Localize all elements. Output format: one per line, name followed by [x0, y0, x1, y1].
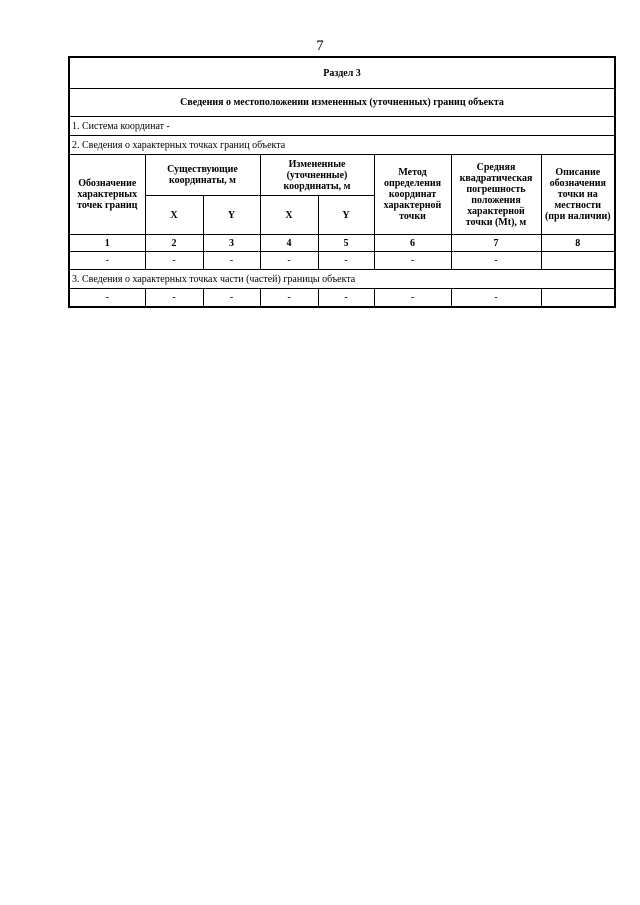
table-cell: - — [203, 289, 260, 308]
column-number: 4 — [260, 235, 318, 252]
table-cell: - — [145, 252, 203, 270]
column-number: 1 — [69, 235, 145, 252]
header-y-changed: Y — [318, 196, 374, 235]
header-designation: Обозначение характерных точек границ — [69, 155, 145, 235]
table-cell: - — [69, 252, 145, 270]
header-y-existing: Y — [203, 196, 260, 235]
table-cell: - — [260, 289, 318, 308]
section-subtitle: Сведения о местоположении измененных (уточненных) границ объекта — [69, 89, 615, 117]
table-cell: - — [318, 252, 374, 270]
section-title: Раздел 3 — [69, 57, 615, 89]
column-number: 2 — [145, 235, 203, 252]
table-cell — [541, 252, 615, 270]
points-info-line: 2. Сведения о характерных точках границ объекта — [69, 136, 615, 155]
table-row — [69, 252, 615, 270]
table-row — [69, 289, 615, 308]
parts-info-line: 3. Сведения о характерных точках части (частей) границы объекта — [69, 270, 615, 289]
column-number: 6 — [374, 235, 451, 252]
column-number: 3 — [203, 235, 260, 252]
header-x-existing: X — [145, 196, 203, 235]
column-number: 7 — [451, 235, 541, 252]
table-cell — [541, 289, 615, 308]
header-description: Описание обозначения точки на местности (при наличии) — [541, 155, 615, 235]
header-error: Средняя квадратическая погрешность положения характерной точки (Mt), м — [451, 155, 541, 235]
table-cell: - — [318, 289, 374, 308]
column-number: 8 — [541, 235, 615, 252]
table-cell: - — [374, 252, 451, 270]
header-x-changed: X — [260, 196, 318, 235]
table-cell: - — [203, 252, 260, 270]
table-cell: - — [260, 252, 318, 270]
column-number: 5 — [318, 235, 374, 252]
table-cell: - — [451, 252, 541, 270]
section-table — [68, 56, 616, 308]
header-method: Метод определения координат характерной точки — [374, 155, 451, 235]
header-existing-coords: Существующие координаты, м — [145, 155, 260, 196]
header-changed-coords: Измененные (уточненные) координаты, м — [260, 155, 374, 196]
page-number: 7 — [316, 38, 324, 54]
table-cell: - — [69, 289, 145, 308]
table-cell: - — [374, 289, 451, 308]
table-cell: - — [145, 289, 203, 308]
table-cell: - — [451, 289, 541, 308]
coord-system-line: 1. Система координат - — [69, 117, 615, 136]
